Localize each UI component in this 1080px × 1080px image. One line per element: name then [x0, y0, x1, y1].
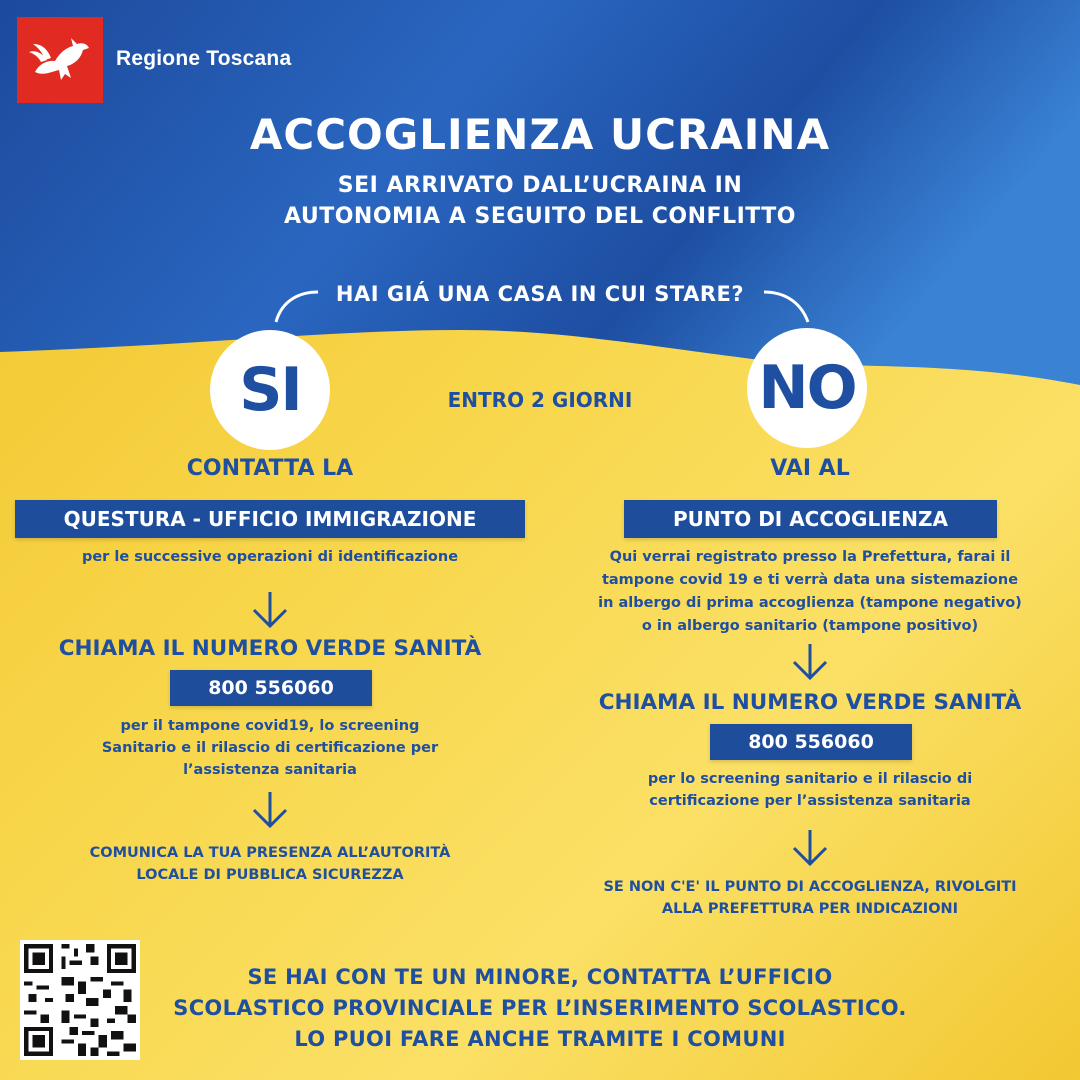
yes-call-heading: CHIAMA IL NUMERO VERDE SANITÀ — [58, 636, 482, 661]
yes-note: per le successive operazioni di identificazione — [81, 549, 459, 565]
no-final-step — [560, 876, 1060, 920]
note-line: per il tampone covid19, lo screening — [120, 718, 420, 734]
note-line: Sanitario e il rilascio di certificazione per — [101, 740, 439, 756]
logo-text: Regione Toscana — [116, 47, 292, 70]
pegasus-icon — [25, 30, 95, 90]
no-phone-number[interactable]: 800 556060 — [710, 724, 912, 760]
arrow-down-icon — [788, 826, 832, 870]
no-note — [555, 546, 1065, 638]
no-call-note — [610, 768, 1010, 812]
arrow-down-icon — [248, 588, 292, 632]
note-line: certificazione per l’assistenza sanitaria — [649, 793, 971, 809]
yes-final-step — [40, 842, 500, 886]
note-line: Qui verrai registrato presso la Prefettura, farai il — [609, 549, 1011, 565]
arrow-down-icon — [788, 640, 832, 684]
questura-band: QUESTURA - UFFICIO IMMIGRAZIONE — [15, 500, 525, 538]
punto-accoglienza-band: PUNTO DI ACCOGLIENZA — [624, 500, 997, 538]
arrow-down-icon — [248, 788, 292, 832]
subtitle-line: SEI ARRIVATO DALL’UCRAINA IN — [337, 173, 743, 198]
regione-toscana-logo — [17, 17, 103, 103]
subtitle-line: AUTONOMIA A SEGUITO DEL CONFLITTO — [283, 204, 796, 229]
note-line: tampone covid 19 e ti verrà data una sistemazione — [601, 572, 1019, 588]
no-call-heading: CHIAMA IL NUMERO VERDE SANITÀ — [598, 690, 1022, 715]
page-title: ACCOGLIENZA UCRAINA — [249, 110, 831, 159]
deadline-text: ENTRO 2 GIORNI — [447, 388, 633, 412]
note-line: in albergo di prima accoglienza (tampone negativo) — [598, 595, 1022, 611]
qr-code-icon[interactable] — [20, 940, 140, 1060]
footer-note — [150, 962, 930, 1055]
yes-circle — [210, 330, 330, 450]
note-line: o in albergo sanitario (tampone positivo) — [641, 618, 979, 634]
final-line: LOCALE DI PUBBLICA SICUREZZA — [136, 867, 404, 883]
no-circle — [747, 328, 867, 448]
yes-heading: CONTATTA LA — [186, 456, 354, 481]
footer-line: LO PUOI FARE ANCHE TRAMITE I COMUNI — [294, 1027, 786, 1051]
yes-label: SI — [239, 355, 301, 425]
final-line: COMUNICA LA TUA PRESENZA ALL’AUTORITÀ — [89, 845, 451, 861]
final-line: ALLA PREFETTURA PER INDICAZIONI — [661, 901, 959, 917]
note-line: per lo screening sanitario e il rilascio di — [647, 771, 973, 787]
note-line: l’assistenza sanitaria — [183, 762, 357, 778]
final-line: SE NON C'E' IL PUNTO DI ACCOGLIENZA, RIVOLGITI — [603, 879, 1017, 895]
footer-line: SCOLASTICO PROVINCIALE PER L’INSERIMENTO SCOLASTICO. — [173, 996, 907, 1020]
question-text: HAI GIÁ UNA CASA IN CUI STARE? — [335, 282, 745, 306]
no-heading: VAI AL — [770, 456, 850, 481]
no-label: NO — [758, 353, 856, 423]
yes-call-note — [70, 715, 470, 781]
yes-phone-number[interactable]: 800 556060 — [170, 670, 372, 706]
page-subtitle — [0, 170, 1080, 232]
footer-line: SE HAI CON TE UN MINORE, CONTATTA L’UFFICIO — [247, 965, 833, 989]
